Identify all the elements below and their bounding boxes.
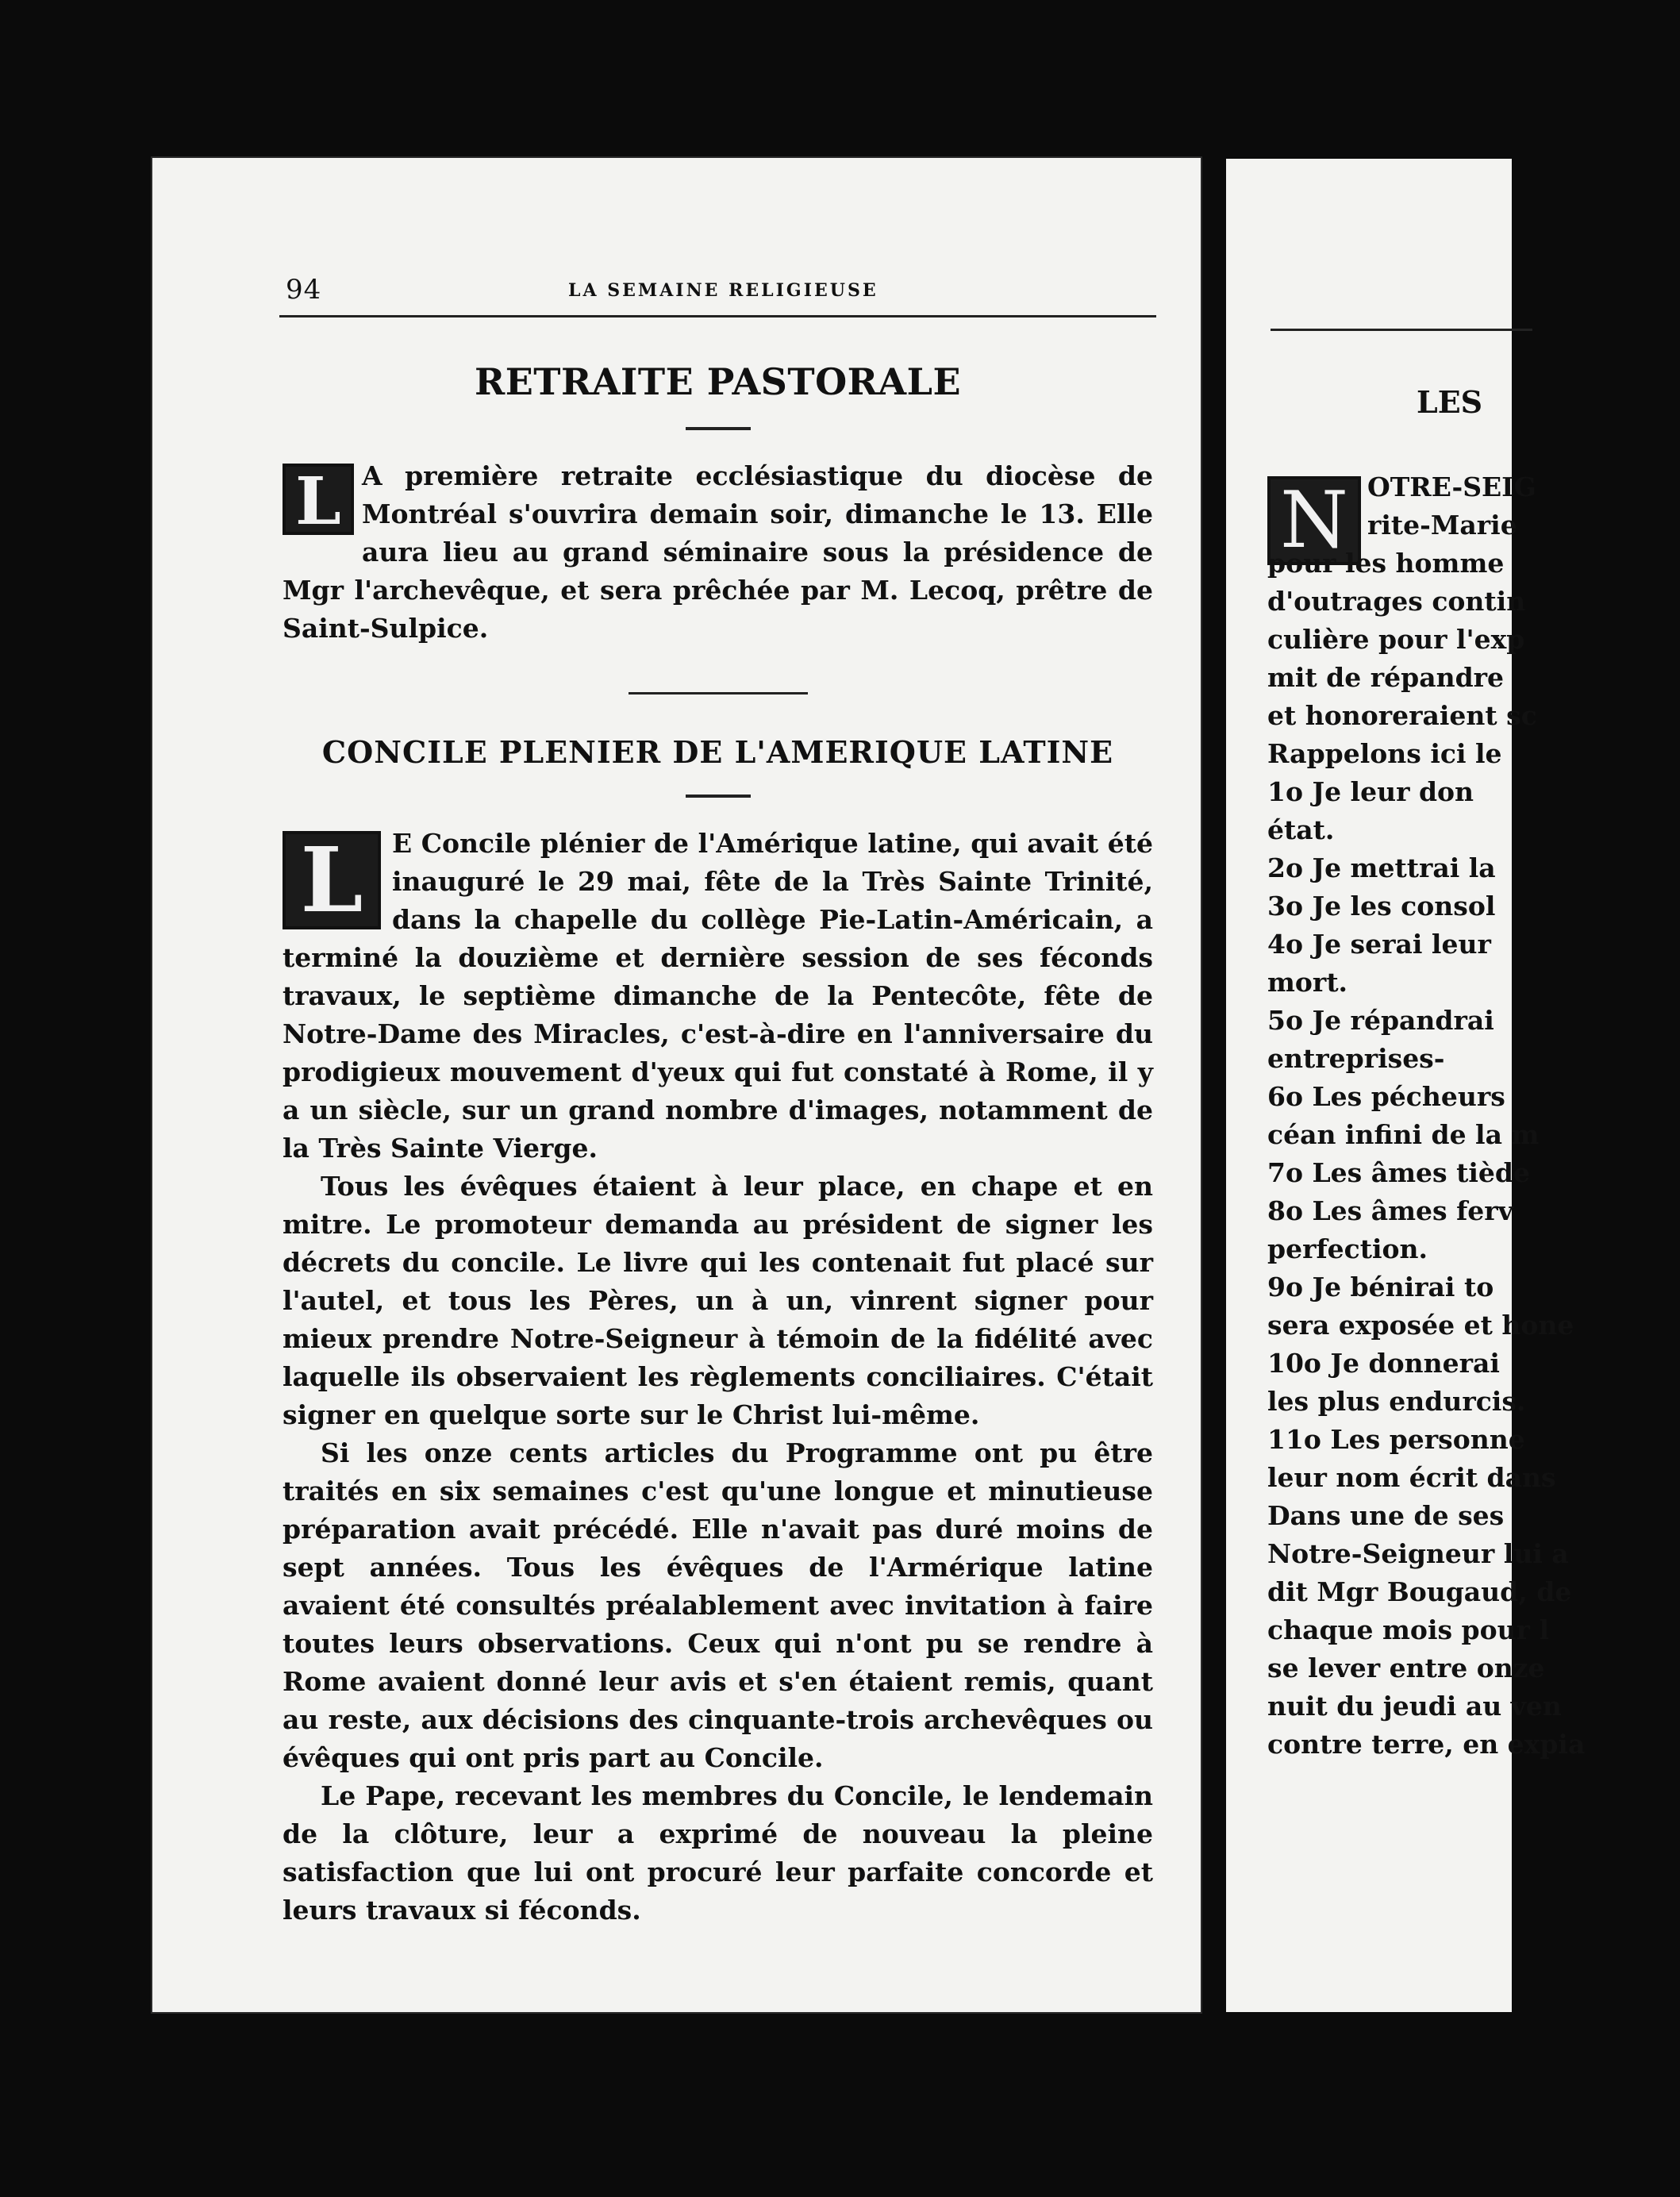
right-page-line: 4o Je serai leur — [1267, 929, 1491, 960]
right-page-line: 10o Je donnerai — [1267, 1348, 1500, 1379]
right-page-line: état. — [1267, 814, 1335, 845]
right-page-line: 2o Je mettrai la — [1267, 852, 1496, 883]
title-rule — [686, 795, 751, 798]
right-page-line: Rappelons ici le — [1267, 738, 1502, 769]
right-page-title: LES — [1417, 384, 1483, 420]
right-page-line: d'outrages contin — [1267, 586, 1526, 617]
right-drop-cap-letter: N — [1267, 476, 1361, 565]
right-page-line: Notre-Seigneur lui a — [1267, 1538, 1569, 1569]
journal-title: LA SEMAINE RELIGIEUSE — [568, 280, 878, 301]
right-page-line: dit Mgr Bougaud, de — [1267, 1576, 1572, 1607]
drop-cap-letter: L — [283, 831, 381, 929]
right-page-line: et honoreraient sc — [1267, 700, 1537, 731]
title-rule — [686, 427, 751, 430]
article-concile-body — [279, 825, 1156, 1930]
paragraph-text: E Concile plénier de l'Amérique latine, qui avait été inauguré le 29 mai, fête de la Très Sainte Trinité, dans la chapelle du collège Pie-Latin-Américain, a terminé la douzième et dernière session de ses féconds travaux, le septième dimanche de la Pentecôte, fête de Notre-Dame des Miracles, c'est-à-dire en l'anniversaire du prodigieux mouvement d'yeux qui fut constaté à Rome, il y a un siècle, sur un grand nombre d'images, notamment de la Très Sainte Vierge. — [283, 828, 1153, 1164]
right-page-line: se lever entre onze — [1267, 1653, 1545, 1683]
right-page-line: OTRE-SEIG — [1367, 471, 1536, 502]
right-page-line: entreprises- — [1267, 1043, 1445, 1074]
right-page-line: rite-Marie — [1367, 510, 1517, 541]
right-page-text — [1267, 468, 1680, 1764]
right-page-line: chaque mois pour l — [1267, 1614, 1550, 1645]
right-page-line: contre terre, en expia — [1267, 1729, 1586, 1760]
right-page-line: mit de répandre — [1267, 662, 1505, 693]
right-page-line: 9o Je bénirai to — [1267, 1272, 1494, 1302]
article-title-concile: CONCILE PLENIER DE L'AMERIQUE LATINE — [321, 734, 1114, 770]
right-page-line: les plus endurcis. — [1267, 1386, 1526, 1417]
running-head — [279, 267, 1156, 317]
article-concile-paragraph-4: Le Pape, recevant les membres du Concile, le lendemain de la clôture, leur a exprimé de nouveau la pleine satisfaction que lui ont procuré leur parfaite concorde et leurs travaux si féconds. — [283, 1780, 1153, 1926]
right-page-line: nuit du jeudi au ven — [1267, 1691, 1562, 1722]
article-concile-paragraph-3: Si les onze cents articles du Programme ont pu être traités en six semaines c'est qu'une longue et minutieuse préparation avait précédé. Elle n'avait pas duré moins de sept années. Tous les évêques de l'Armérique latine avaient été consultés préalablement avec invitation à faire toutes leurs observations. Ceux qui n'ont pu se rendre à Rome avaient donné leur avis et s'en étaient remis, quant au reste, aux décisions des cinquante-trois archevêques ou évêques qui ont pris part au Concile. — [283, 1437, 1153, 1773]
article-retraite-paragraph — [283, 457, 1153, 648]
right-page — [1226, 159, 1586, 2012]
article-retraite-text: A première retraite ecclésiastique du diocèse de Montréal s'ouvrira demain soir, dimanche le 13. Elle aura lieu au grand séminaire sous la présidence de Mgr l'archevêque, et sera prêchée par M. Lecoq, prêtre de Saint-Sulpice. — [283, 460, 1153, 644]
right-page-line: culière pour l'exp — [1267, 624, 1525, 655]
right-page-line: mort. — [1267, 967, 1348, 998]
right-page-line: 7o Les âmes tiède — [1267, 1157, 1530, 1188]
right-page-head-rule — [1271, 329, 1532, 331]
right-page-line: 5o Je répandrai — [1267, 1005, 1494, 1036]
right-page-line: pour les homme — [1267, 548, 1505, 579]
drop-cap-letter: L — [283, 464, 354, 535]
right-page-line: leur nom écrit dans — [1267, 1462, 1556, 1493]
left-page-content — [279, 267, 1156, 1930]
right-page-line: 3o Je les consol — [1267, 891, 1496, 922]
article-title-retraite: RETRAITE PASTORALE — [474, 360, 962, 403]
page-number: 94 — [286, 274, 322, 306]
right-page-line: perfection. — [1267, 1233, 1428, 1264]
right-page-line: 11o Les personne — [1267, 1424, 1525, 1455]
right-page-line: 1o Je leur don — [1267, 776, 1474, 807]
article-concile-paragraph-2: Tous les évêques étaient à leur place, en chape et en mitre. Le promoteur demanda au président de signer les décrets du concile. Le livre qui les contenait fut placé sur l'autel, et tous les Pères, un à un, vinrent signer pour mieux prendre Notre-Seigneur à témoin de la fidélité avec laquelle ils observaient les règlements conciliaires. C'était signer en quelque sorte sur le Christ lui-même. — [283, 1171, 1153, 1430]
right-page-line: Dans une de ses — [1267, 1500, 1505, 1531]
right-page-line: 6o Les pécheurs — [1267, 1081, 1505, 1112]
section-divider — [629, 692, 808, 694]
article-concile-paragraph-1 — [283, 825, 1153, 1168]
article-retraite-body — [279, 457, 1156, 648]
right-page-line: sera exposée et hone — [1267, 1310, 1574, 1341]
left-page — [151, 156, 1202, 2014]
right-page-line: 8o Les âmes ferv — [1267, 1195, 1513, 1226]
right-page-line: céan infini de la m — [1267, 1119, 1540, 1150]
